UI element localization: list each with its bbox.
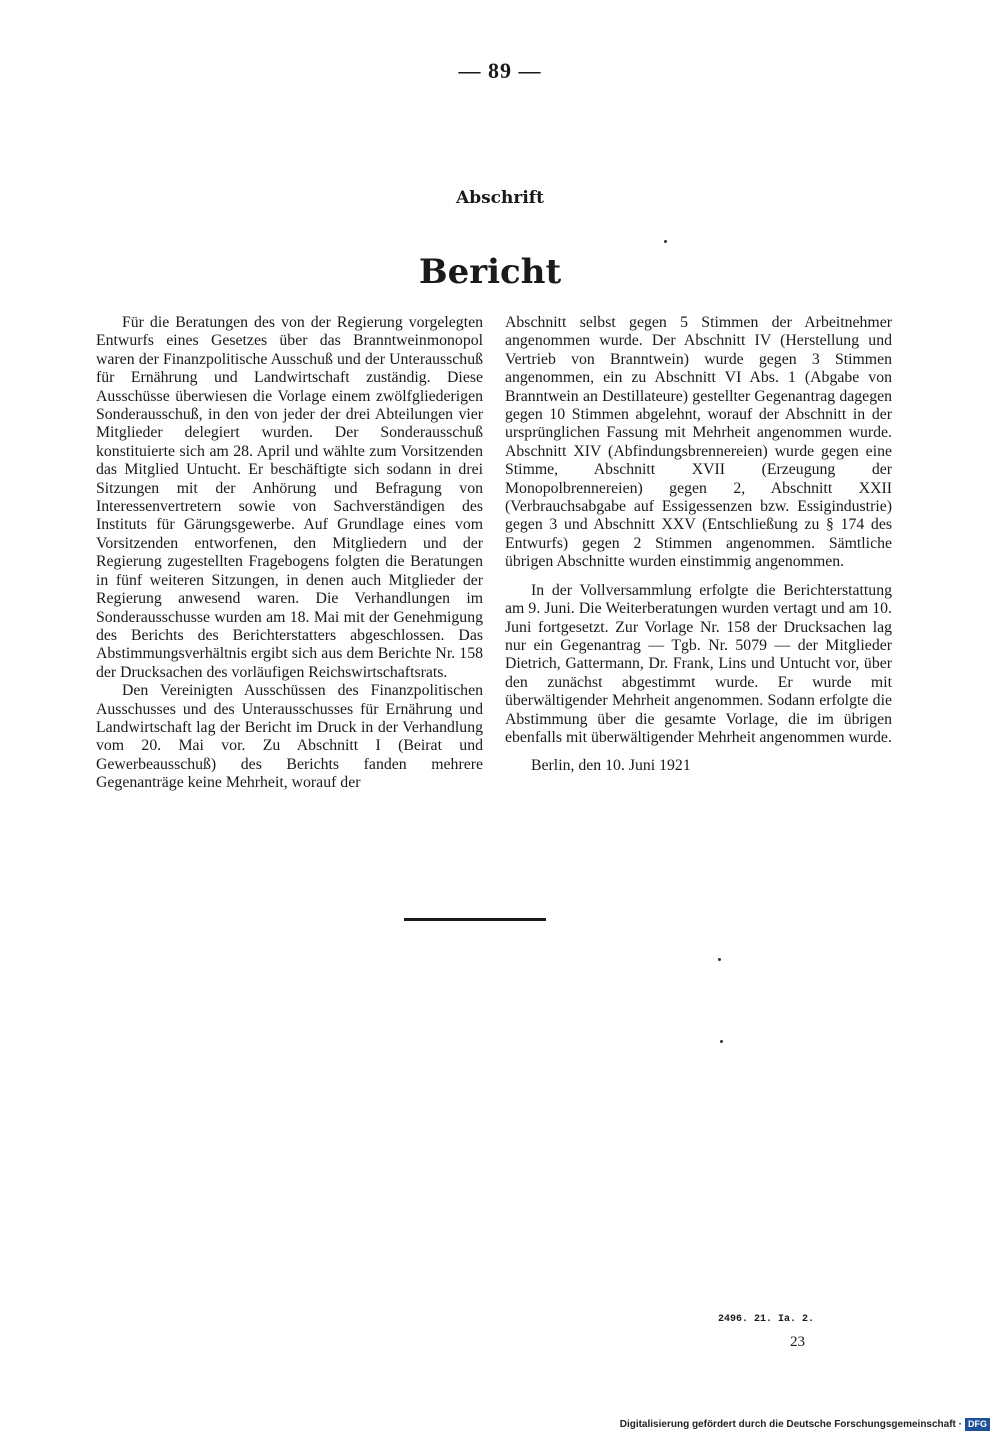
print-speck [718, 958, 721, 961]
print-speck [664, 240, 667, 243]
right-paragraph-2: In der Vollversammlung erfolgte die Berichterstattung am 9. Juni. Die Weiterberatungen wurden vertagt und am 10. Juni fortgesetzt. Zur Vorlage Nr. 158 der Drucksachen lag nur ein Gegenantrag — Tgb. Nr. 5079 — der Mitglieder Dietrich, Gattermann, Dr. Frank, Lins und Untucht vor, über den zunächst abgestimmt wurde. Er wurde mit überwältigender Mehrheit angenommen. Sodann erfolgte die Abstimmung über die gesamte Vorlage, die im übrigen ebenfalls mit überwältigender Mehrheit angenommen wurde. [505, 581, 892, 746]
right-paragraph-1: Abschnitt selbst gegen 5 Stimmen der Arbeitnehmer angenommen wurde. Der Abschnitt IV (Herstellung und Vertrieb von Branntwein) wurde gegen 3 Stimmen angenommen, ein zu Abschnitt VI Abs. 1 (Abgabe von Branntwein an Destillateure) gestellter Gegenantrag dagegen gegen 10 Stimmen abgelehnt, worauf der Abschnitt in der ursprünglichen Fassung mit Mehrheit angenommen wurde. Abschnitt XIV (Abfindungsbrennereien) wurde gegen eine Stimme, Abschnitt XVII (Erzeugung der Monopolbrennereien) gegen 2, Abschnitt XXII (Verbrauchsabgabe auf Essigessenzen bzw. Essigindustrie) gegen 3 und Abschnitt XXV (Entschließung zu § 174 des Entwurfs) gegen 2 Stimmen angenommen. Sämtliche übrigen Abschnitte wurden einstimmig angenommen. [505, 314, 892, 571]
date-line: Berlin, den 10. Juni 1921 [531, 757, 691, 775]
left-paragraph-1: Für die Beratungen des von der Regierung vorgelegten Entwurfs eines Gesetzes über das Branntweinmonopol waren der Finanzpolitische Ausschuß und der Unterausschuß für Ernährung und Landwirtschaft zuständig. Diese Ausschüsse überwiesen die Vorlage einem zwölfgliederigen Sonderausschuß, in den von jeder der drei Abteilungen vier Mitglieder delegiert wurden. Der Sonderausschuß konstituierte sich am 28. April und wählte zum Vorsitzenden das Mitglied Untucht. Er beschäftigte sich sodann in drei Sitzungen mit der Anhörung und Befragung von Interessenvertretern sowie von Sachverständigen des Instituts für Gärungsgewerbe. Auf Grundlage eines vom Vorsitzenden entworfenen, den Mitgliedern und der Regierung zugestellten Fragebogens folgten die Beratungen in fünf weiteren Sitzungen, in denen auch Mitglieder der Regierung anwesend waren. Die Verhandlungen im Sonderausschusse wurden am 18. Mai mit der Genehmigung des Berichts des Berichterstatters abgeschlossen. Das Abstimmungsverhältnis ergibt sich aus dem Berichte Nr. 158 der Drucksachen des vorläufigen Reichswirtschaftsrats. [96, 314, 483, 681]
digitization-credit [620, 1418, 990, 1431]
document-kicker: Abschrift [456, 188, 544, 208]
document-title: Bericht [418, 252, 562, 292]
closing-rule [404, 918, 546, 921]
left-column [96, 314, 483, 793]
right-column [505, 314, 892, 776]
printer-mark: 2496. 21. Ia. 2. [718, 1314, 815, 1325]
left-paragraph-2: Den Vereinigten Ausschüssen des Finanzpolitischen Ausschusses und des Unterausschusses für Ernährung und Landwirtschaft lag der Bericht im Druck in der Verhandlung vom 20. Mai vor. Zu Abschnitt I (Beirat und Gewerbeausschuß) des Berichts fanden mehrere Gegenanträge keine Mehrheit, worauf der [96, 682, 483, 792]
sheet-number: 23 [790, 1334, 805, 1350]
dfg-logo-icon: DFG [965, 1418, 990, 1431]
page-number: — 89 — [458, 58, 542, 83]
print-speck [720, 1040, 723, 1043]
credit-text: Digitalisierung gefördert durch die Deutsche Forschungsgemeinschaft · [619, 1419, 962, 1430]
